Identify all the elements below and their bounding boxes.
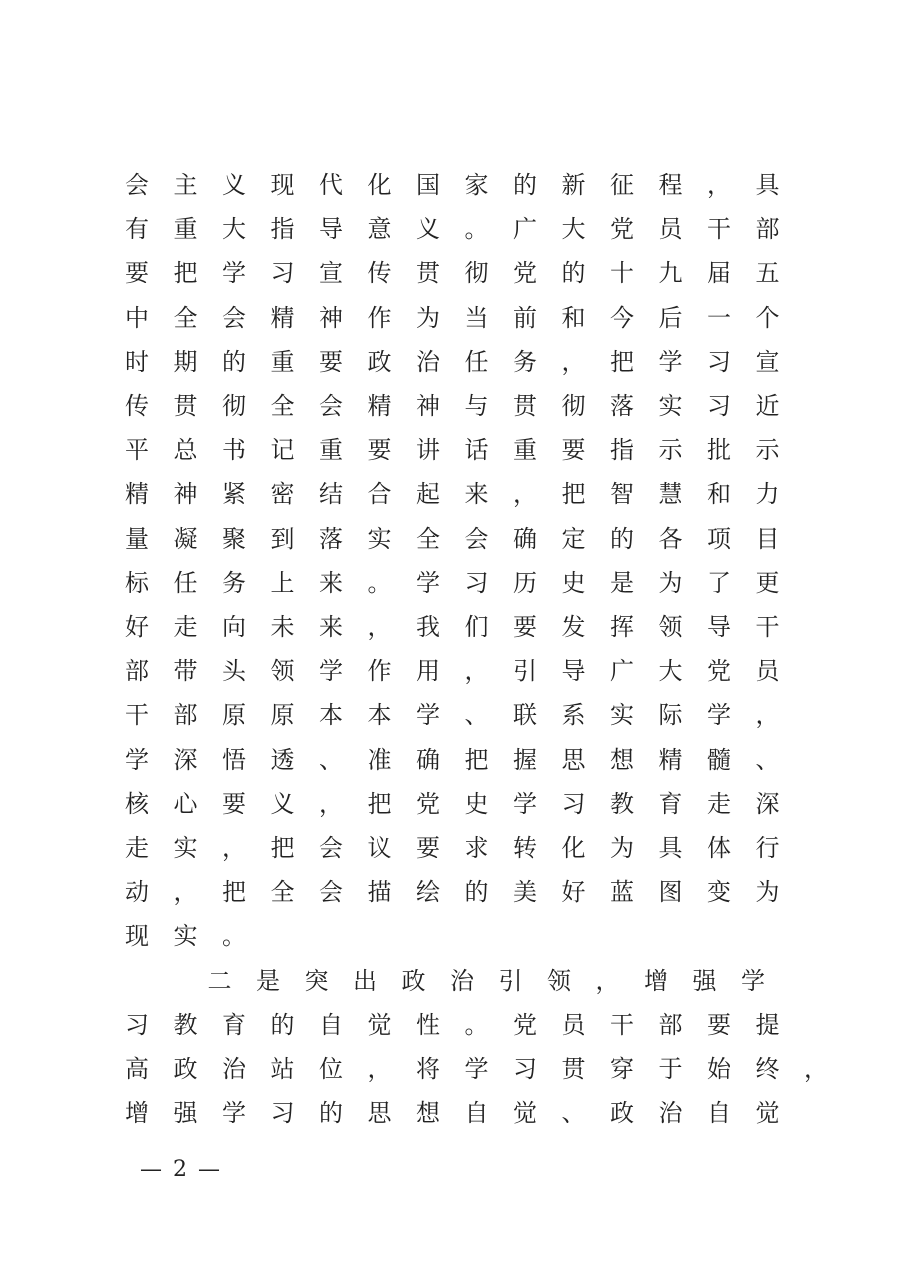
text-char: 为 xyxy=(658,568,683,597)
text-char: 定 xyxy=(561,524,586,553)
text-char: 的 xyxy=(270,1010,295,1039)
text-char: 教 xyxy=(610,789,634,818)
text-char: 引 xyxy=(513,657,537,686)
text-char: 学 xyxy=(125,745,149,774)
text-char: 要 xyxy=(367,436,392,465)
text-char: 穿 xyxy=(610,1055,634,1083)
text-char: 原 xyxy=(270,701,295,730)
text-char: ， xyxy=(319,789,343,818)
text-char: 神 xyxy=(319,303,343,332)
text-char: 精 xyxy=(270,303,295,332)
text-char: 要 xyxy=(513,613,537,641)
text-char: 领 xyxy=(658,613,683,641)
text-char: 悟 xyxy=(222,745,246,774)
text-char: 史 xyxy=(561,568,586,597)
text-char: 凝 xyxy=(173,524,198,553)
text-char: 的 xyxy=(464,878,489,907)
text-char: 平 xyxy=(125,436,149,465)
text-char: 系 xyxy=(561,701,586,730)
text-char: 示 xyxy=(755,436,780,465)
text-char: ， xyxy=(367,1055,392,1083)
text-char: 了 xyxy=(707,568,731,597)
text-char: 大 xyxy=(561,215,586,244)
text-char: 党 xyxy=(513,259,537,288)
text-char: 会 xyxy=(319,878,343,907)
text-char: 习 xyxy=(561,789,586,818)
text-char: 九 xyxy=(658,259,683,288)
text-char: 批 xyxy=(707,436,731,465)
text-char: 位 xyxy=(319,1055,343,1083)
text-char: 干 xyxy=(610,1010,634,1039)
text-char: 学 xyxy=(740,966,765,995)
text-char: 义 xyxy=(416,215,440,244)
text-char: 务 xyxy=(222,568,246,597)
text-char: 干 xyxy=(707,215,731,244)
text-char: 学 xyxy=(658,347,683,376)
text-char: 本 xyxy=(319,701,343,730)
text-char: 把 xyxy=(173,259,198,288)
text-char: 确 xyxy=(416,745,440,774)
text-char: 自 xyxy=(464,1099,489,1128)
text-char: 自 xyxy=(319,1010,343,1039)
text-char: 任 xyxy=(173,568,198,597)
text-char: 指 xyxy=(270,215,295,244)
text-char: 习 xyxy=(513,1055,537,1083)
text-char: 学 xyxy=(319,657,343,686)
text-char: 把 xyxy=(610,347,634,376)
text-char: 深 xyxy=(755,789,780,818)
text-char: 学 xyxy=(513,789,537,818)
text-char: 站 xyxy=(270,1055,295,1083)
text-char: 行 xyxy=(755,834,780,862)
text-char: 治 xyxy=(222,1055,246,1083)
text-char: 增 xyxy=(643,966,668,995)
text-char: 强 xyxy=(692,966,717,995)
text-char: 重 xyxy=(513,436,537,465)
text-char: 际 xyxy=(658,701,683,730)
text-char: 性 xyxy=(416,1010,440,1039)
text-char: 国 xyxy=(416,171,440,199)
text-char: 届 xyxy=(707,259,731,288)
text-char: 议 xyxy=(367,834,392,862)
text-char: 到 xyxy=(270,524,295,553)
text-char: 来 xyxy=(319,613,343,641)
text-char: 透 xyxy=(270,745,295,774)
text-char: 习 xyxy=(125,1010,149,1039)
text-char: 具 xyxy=(755,171,780,199)
text-char: 把 xyxy=(464,745,489,774)
text-char: 是 xyxy=(255,966,280,995)
text-char: 员 xyxy=(561,1010,586,1039)
text-char: ， xyxy=(222,834,246,862)
text-char: 头 xyxy=(222,657,246,686)
text-char: 重 xyxy=(319,436,343,465)
text-char: 目 xyxy=(755,524,780,553)
text-char: 要 xyxy=(222,789,246,818)
text-char: 、 xyxy=(319,745,343,774)
text-char: 未 xyxy=(270,613,295,641)
text-char: 代 xyxy=(319,171,343,199)
text-char: 和 xyxy=(707,480,731,509)
text-char: 治 xyxy=(449,966,474,995)
text-char: 彻 xyxy=(222,392,246,420)
text-char: 作 xyxy=(367,303,392,332)
text-char: 治 xyxy=(658,1099,683,1128)
text-char: 部 xyxy=(658,1010,683,1039)
text-char: 密 xyxy=(270,480,295,509)
text-char: 后 xyxy=(658,303,683,332)
text-char: 传 xyxy=(125,392,149,420)
text-char: 用 xyxy=(416,657,440,686)
text-char: 聚 xyxy=(222,524,246,553)
text-char: 部 xyxy=(755,215,780,244)
text-char: 绘 xyxy=(416,878,440,907)
text-char: 精 xyxy=(125,480,149,509)
text-char: 党 xyxy=(707,657,731,686)
text-char: 指 xyxy=(610,436,634,465)
text-char: 出 xyxy=(352,966,377,995)
text-char: 变 xyxy=(707,878,731,907)
text-char: 党 xyxy=(610,215,634,244)
text-char: 神 xyxy=(173,480,198,509)
text-char: 干 xyxy=(125,701,149,730)
text-char: 、 xyxy=(561,1099,586,1128)
text-char: 员 xyxy=(658,215,683,244)
text-char: 具 xyxy=(658,834,683,862)
text-char: 的 xyxy=(319,1099,343,1128)
text-char: 髓 xyxy=(707,745,731,774)
text-char: 新 xyxy=(561,171,586,199)
text-char: 提 xyxy=(755,1010,780,1039)
text-char: 教 xyxy=(173,1010,198,1039)
text-char: ， xyxy=(173,878,198,907)
text-char: 现 xyxy=(270,171,295,199)
text-char: 中 xyxy=(125,303,149,332)
text-char: 的 xyxy=(610,524,634,553)
text-char: 为 xyxy=(755,878,780,907)
text-char: 部 xyxy=(125,657,149,686)
text-char: 标 xyxy=(125,568,149,597)
text-char: 我 xyxy=(416,613,440,641)
text-char: ， xyxy=(367,613,392,641)
text-char: 贯 xyxy=(416,259,440,288)
text-char: 自 xyxy=(707,1099,731,1128)
text-char: 要 xyxy=(416,834,440,862)
text-char: 要 xyxy=(707,1010,731,1039)
text-char: 核 xyxy=(125,789,149,818)
text-char: 会 xyxy=(319,834,343,862)
text-char: 时 xyxy=(125,347,149,376)
text-char: 广 xyxy=(513,215,537,244)
text-char: 更 xyxy=(755,568,780,597)
text-char: 党 xyxy=(513,1010,537,1039)
text-char: 学 xyxy=(416,701,440,730)
text-char: 化 xyxy=(367,171,392,199)
text-char: 习 xyxy=(270,259,295,288)
text-char: 义 xyxy=(222,171,246,199)
text-char: 准 xyxy=(367,745,392,774)
text-char: 来 xyxy=(319,568,343,597)
text-char: 贯 xyxy=(561,1055,586,1083)
text-char: 全 xyxy=(270,878,295,907)
text-char: 十 xyxy=(610,259,634,288)
text-char: 讲 xyxy=(416,436,440,465)
text-char: 大 xyxy=(658,657,683,686)
text-char: 合 xyxy=(367,480,392,509)
text-char: ， xyxy=(707,171,731,199)
text-char: 。 xyxy=(464,215,489,244)
text-char: 挥 xyxy=(610,613,634,641)
text-char: 觉 xyxy=(367,1010,392,1039)
text-char: 想 xyxy=(610,745,634,774)
text-char: 的 xyxy=(561,259,586,288)
text-char: 落 xyxy=(319,524,343,553)
text-char: 觉 xyxy=(513,1099,537,1128)
text-char: 上 xyxy=(270,568,295,597)
text-char: 今 xyxy=(610,303,634,332)
text-char: 五 xyxy=(755,259,780,288)
text-char: 任 xyxy=(464,347,489,376)
text-char: 心 xyxy=(173,789,198,818)
text-char: 思 xyxy=(561,745,586,774)
text-char: 精 xyxy=(658,745,683,774)
text-char: 近 xyxy=(755,392,780,420)
text-char: 记 xyxy=(270,436,295,465)
text-char: 会 xyxy=(222,303,246,332)
text-char: 全 xyxy=(416,524,440,553)
text-char: 员 xyxy=(755,657,780,686)
text-char: 神 xyxy=(416,392,440,420)
text-char: 干 xyxy=(755,613,780,641)
text-char: 实 xyxy=(658,392,683,420)
text-char: 走 xyxy=(125,834,149,862)
text-char: 现 xyxy=(125,922,149,951)
text-char: 把 xyxy=(367,789,392,818)
text-char: 重 xyxy=(173,215,198,244)
text-char: ， xyxy=(755,701,780,730)
text-char: 务 xyxy=(513,347,537,376)
text-char: 总 xyxy=(173,436,198,465)
text-char: 书 xyxy=(222,436,246,465)
text-char: 宣 xyxy=(319,259,343,288)
text-char: 的 xyxy=(222,347,246,376)
text-char: 习 xyxy=(270,1099,295,1128)
text-char: 学 xyxy=(222,259,246,288)
text-char: 精 xyxy=(367,392,392,420)
text-char: 高 xyxy=(125,1055,149,1083)
text-char: 个 xyxy=(755,303,780,332)
text-char: ， xyxy=(595,966,620,995)
text-char: 实 xyxy=(367,524,392,553)
text-char: 征 xyxy=(610,171,634,199)
text-char: 一 xyxy=(707,303,731,332)
text-char: 当 xyxy=(464,303,489,332)
text-char: 握 xyxy=(513,745,537,774)
text-char: 导 xyxy=(319,215,343,244)
text-char: 贯 xyxy=(513,392,537,420)
text-char: 是 xyxy=(610,568,634,597)
text-char: 将 xyxy=(416,1055,440,1083)
text-char: 有 xyxy=(125,215,149,244)
text-char: 要 xyxy=(125,259,149,288)
text-char: 把 xyxy=(561,480,586,509)
text-char: 政 xyxy=(173,1055,198,1083)
text-char: 传 xyxy=(367,259,392,288)
text-char: 好 xyxy=(561,878,586,907)
text-char: 党 xyxy=(416,789,440,818)
text-char: 会 xyxy=(464,524,489,553)
text-char: 与 xyxy=(464,392,489,420)
text-char: 慧 xyxy=(658,480,683,509)
text-char: 确 xyxy=(513,524,537,553)
text-char: 话 xyxy=(464,436,489,465)
text-char: 想 xyxy=(416,1099,440,1128)
text-char: 彻 xyxy=(464,259,489,288)
text-char: 、 xyxy=(755,745,780,774)
text-char: 强 xyxy=(173,1099,198,1128)
text-char: 求 xyxy=(464,834,489,862)
text-char: 二 xyxy=(207,966,232,995)
text-char: 程 xyxy=(658,171,683,199)
text-char: 于 xyxy=(658,1055,683,1083)
text-char: 学 xyxy=(707,701,731,730)
text-char: 实 xyxy=(173,922,198,951)
text-char: 。 xyxy=(222,922,246,951)
text-char: 为 xyxy=(416,303,440,332)
text-char: 会 xyxy=(319,392,343,420)
text-char: 把 xyxy=(270,834,295,862)
text-char: 习 xyxy=(707,392,731,420)
text-char: 部 xyxy=(173,701,198,730)
text-char: 作 xyxy=(367,657,392,686)
text-char: 领 xyxy=(270,657,295,686)
text-char: 向 xyxy=(222,613,246,641)
text-char: 动 xyxy=(125,878,149,907)
text-char: 始 xyxy=(707,1055,731,1083)
text-char: 期 xyxy=(173,347,198,376)
text-char: 主 xyxy=(173,171,198,199)
text-char: ， xyxy=(464,657,489,686)
text-char: 全 xyxy=(173,303,198,332)
text-char: 政 xyxy=(367,347,392,376)
text-char: 领 xyxy=(546,966,571,995)
text-char: 走 xyxy=(707,789,731,818)
text-char: 图 xyxy=(658,878,683,907)
text-char: 前 xyxy=(513,303,537,332)
text-char: 的 xyxy=(513,171,537,199)
text-char: 量 xyxy=(125,524,149,553)
text-char: 要 xyxy=(319,347,343,376)
text-char: 引 xyxy=(498,966,523,995)
text-char: 示 xyxy=(658,436,683,465)
page-number: — 2 — xyxy=(140,1157,222,1182)
text-char: 转 xyxy=(513,834,537,862)
text-char: 项 xyxy=(707,524,731,553)
text-char: 、 xyxy=(464,701,489,730)
text-char: 学 xyxy=(416,568,440,597)
text-char: 好 xyxy=(125,613,149,641)
text-char: 治 xyxy=(416,347,440,376)
text-char: 重 xyxy=(270,347,295,376)
text-char: 描 xyxy=(367,878,392,907)
text-char: 要 xyxy=(561,436,586,465)
text-char: 习 xyxy=(707,347,731,376)
text-char: 广 xyxy=(610,657,634,686)
text-char: 政 xyxy=(610,1099,634,1128)
text-char: 为 xyxy=(610,834,634,862)
text-char: 育 xyxy=(658,789,683,818)
text-char: 贯 xyxy=(173,392,198,420)
text-char: 会 xyxy=(125,171,149,199)
text-char: 彻 xyxy=(561,392,586,420)
text-char: 觉 xyxy=(755,1099,780,1128)
text-char: 把 xyxy=(222,878,246,907)
text-char: 化 xyxy=(561,834,586,862)
text-char: 落 xyxy=(610,392,634,420)
text-char: 意 xyxy=(367,215,392,244)
text-char: 。 xyxy=(464,1010,489,1039)
text-char: 起 xyxy=(416,480,440,509)
text-char: 思 xyxy=(367,1099,392,1128)
text-char: 育 xyxy=(222,1010,246,1039)
text-char: 终 xyxy=(755,1055,780,1083)
text-char: 们 xyxy=(464,613,489,641)
text-char: 大 xyxy=(222,215,246,244)
text-char: 发 xyxy=(561,613,586,641)
text-char: 全 xyxy=(270,392,295,420)
text-char: ， xyxy=(804,1055,828,1083)
text-char: 蓝 xyxy=(610,878,634,907)
text-char: 联 xyxy=(513,701,537,730)
text-char: 导 xyxy=(561,657,586,686)
text-char: 史 xyxy=(464,789,489,818)
text-char: 实 xyxy=(610,701,634,730)
text-char: 原 xyxy=(222,701,246,730)
text-char: 义 xyxy=(270,789,295,818)
text-char: 历 xyxy=(513,568,537,597)
text-char: 智 xyxy=(610,480,634,509)
text-char: 紧 xyxy=(222,480,246,509)
text-char: 学 xyxy=(464,1055,489,1083)
text-char: 习 xyxy=(464,568,489,597)
text-char: 深 xyxy=(173,745,198,774)
text-char: 美 xyxy=(513,878,537,907)
text-char: 实 xyxy=(173,834,198,862)
text-char: 家 xyxy=(464,171,489,199)
text-char: 走 xyxy=(173,613,198,641)
text-char: 和 xyxy=(561,303,586,332)
text-char: ， xyxy=(513,480,537,509)
text-char: 导 xyxy=(707,613,731,641)
text-char: 来 xyxy=(464,480,489,509)
text-char: 带 xyxy=(173,657,198,686)
text-char: 。 xyxy=(367,568,392,597)
text-char: 结 xyxy=(319,480,343,509)
text-char: 政 xyxy=(401,966,426,995)
text-char: 体 xyxy=(707,834,731,862)
text-char: 本 xyxy=(367,701,392,730)
text-char: 各 xyxy=(658,524,683,553)
text-char: 力 xyxy=(755,480,780,509)
text-char: 增 xyxy=(125,1099,149,1128)
text-char: 宣 xyxy=(755,347,780,376)
text-char: 学 xyxy=(222,1099,246,1128)
text-char: ， xyxy=(561,347,586,376)
text-char: 突 xyxy=(304,966,329,995)
